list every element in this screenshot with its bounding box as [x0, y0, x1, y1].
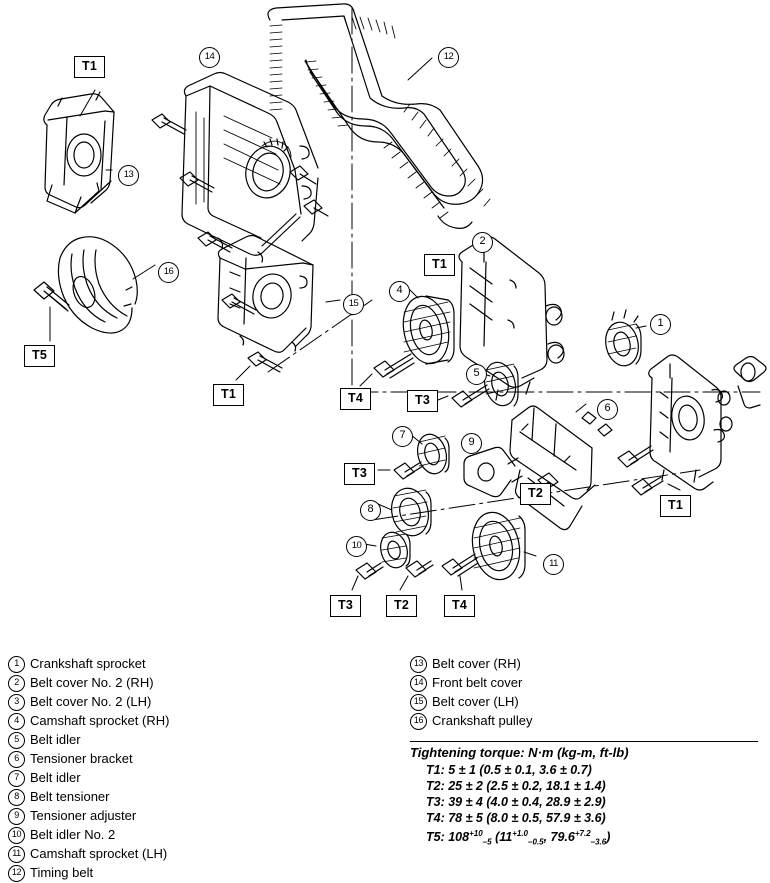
t5-suffix: )	[606, 830, 611, 845]
list-item	[410, 655, 765, 674]
t5-sup3: +7.2	[574, 829, 591, 838]
legend-label: Timing belt	[30, 865, 94, 880]
legend-label: Belt cover (RH)	[432, 656, 521, 671]
part-bubble-12: 12	[438, 47, 459, 68]
list-item	[8, 655, 408, 674]
legend-label: Belt idler	[30, 732, 81, 747]
legend-bubble: 7	[8, 769, 30, 787]
legend-bubble: 8	[8, 788, 30, 806]
list-item	[8, 788, 408, 807]
divider	[410, 741, 758, 742]
t5-mid2: , 79.6	[543, 830, 575, 845]
legend-bubble: 1	[8, 655, 30, 673]
parts-legend	[0, 655, 770, 880]
legend-bubble: 4	[8, 712, 30, 730]
legend-column-right	[410, 655, 765, 731]
legend-label: Camshaft sprocket (LH)	[30, 846, 168, 861]
legend-label: Tensioner bracket	[30, 751, 133, 766]
legend-bubble: 16	[410, 712, 432, 730]
part-bubble-7: 7	[392, 426, 413, 447]
legend-label: Belt tensioner	[30, 789, 110, 804]
bolt-t1-cover3	[632, 477, 680, 495]
part-bubble-4: 4	[389, 281, 410, 302]
list-item	[8, 864, 408, 883]
part-bubble-13: 13	[118, 165, 139, 186]
t5-sub1: –5	[482, 837, 492, 847]
part-11-camshaft-sprocket-lh	[466, 508, 525, 584]
torque-line-t5	[410, 826, 760, 851]
part-bubble-14: 14	[199, 47, 220, 68]
t5-sub3: –3.6	[590, 837, 607, 847]
bolt-t3-idler5	[438, 385, 489, 407]
part-bubble-9: 9	[461, 433, 482, 454]
part-12-timing-belt	[268, 4, 490, 229]
t5-sub2: –0.5	[528, 837, 544, 847]
part-bubble-6: 6	[597, 399, 618, 420]
torque-callout-t2-b: T2	[386, 595, 417, 617]
list-item	[8, 807, 408, 826]
legend-bubble: 9	[8, 807, 30, 825]
t5-sup1: +10	[469, 829, 483, 838]
legend-label: Belt cover (LH)	[432, 694, 519, 709]
part-3-belt-cover-no2-lh	[649, 355, 725, 490]
torque-callout-t1-a: T1	[74, 56, 105, 78]
torque-callout-t1-b: T1	[213, 384, 244, 406]
bolt-group-bottom	[352, 554, 478, 590]
torque-callout-t1-c: T1	[424, 254, 455, 276]
part-1-crankshaft-sprocket	[602, 310, 642, 369]
part-bubble-15: 15	[343, 294, 364, 315]
legend-label: Front belt cover	[432, 675, 523, 690]
list-item	[8, 731, 408, 750]
legend-label: Crankshaft sprocket	[30, 656, 146, 671]
legend-bubble: 14	[410, 674, 432, 692]
list-item	[8, 693, 408, 712]
part-7-belt-idler	[414, 431, 451, 477]
part-bubble-2: 2	[472, 232, 493, 253]
legend-bubble: 6	[8, 750, 30, 768]
torque-line-t3: T3: 39 ± 4 (4.0 ± 0.4, 28.9 ± 2.9)	[426, 795, 606, 809]
part-13-belt-cover-rh	[44, 92, 114, 213]
part-10-belt-idler-no2	[377, 529, 411, 570]
legend-label: Belt cover No. 2 (LH)	[30, 694, 152, 709]
bolt-t3-right	[618, 446, 653, 467]
list-item	[8, 826, 408, 845]
part-5-belt-idler	[480, 359, 520, 409]
torque-line-t4: T4: 78 ± 5 (8.0 ± 0.5, 57.9 ± 3.6)	[426, 811, 606, 825]
t5-sup2: +1.0	[512, 829, 528, 838]
torque-callout-t2-a: T2	[520, 483, 551, 505]
legend-bubble: 2	[8, 674, 30, 692]
list-item	[8, 674, 408, 693]
torque-callout-t1-d: T1	[660, 495, 691, 517]
t5-mid: (11	[495, 830, 513, 845]
part-bubble-16: 16	[158, 262, 179, 283]
washer-group-right	[718, 357, 766, 432]
legend-column-left	[8, 655, 408, 883]
list-item	[8, 769, 408, 788]
legend-bubble: 5	[8, 731, 30, 749]
torque-callout-t3-a: T3	[407, 390, 438, 412]
torque-callout-t4-a: T4	[340, 388, 371, 410]
list-item	[410, 693, 765, 712]
part-6-tensioner-bracket	[510, 406, 612, 530]
part-bubble-11: 11	[543, 554, 564, 575]
list-item	[8, 750, 408, 769]
legend-label: Belt cover No. 2 (RH)	[30, 675, 154, 690]
legend-bubble: 15	[410, 693, 432, 711]
part-9-tensioner-adjuster	[464, 447, 522, 496]
list-item	[410, 712, 765, 731]
list-item	[8, 712, 408, 731]
t5-prefix: T5: 108	[426, 830, 470, 845]
bolt-t4-camshaft	[360, 354, 414, 386]
legend-label: Camshaft sprocket (RH)	[30, 713, 170, 728]
legend-bubble: 13	[410, 655, 432, 673]
bolt-group-front-cover	[152, 114, 328, 372]
part-16-crankshaft-pulley	[58, 237, 137, 333]
torque-line-t1: T1: 5 ± 1 (0.5 ± 0.1, 3.6 ± 0.7)	[426, 763, 592, 777]
part-bubble-5: 5	[466, 364, 487, 385]
legend-label: Crankshaft pulley	[432, 713, 533, 728]
torque-callout-t5-a: T5	[24, 345, 55, 367]
part-bubble-8: 8	[360, 500, 381, 521]
bolt-t3-idler7	[378, 462, 423, 479]
legend-label: Belt idler No. 2	[30, 827, 116, 842]
torque-line-t2: T2: 25 ± 2 (2.5 ± 0.2, 18.1 ± 1.4)	[426, 779, 606, 793]
torque-title: Tightening torque: N·m (kg-m, ft-lb)	[410, 745, 629, 760]
part-bubble-1: 1	[650, 314, 671, 335]
list-item	[410, 674, 765, 693]
tightening-torque-block	[410, 741, 760, 851]
torque-callout-t3-c: T3	[330, 595, 361, 617]
part-bubble-10: 10	[346, 536, 367, 557]
torque-callout-t4-b: T4	[444, 595, 475, 617]
list-item	[8, 845, 408, 864]
torque-callout-t3-b: T3	[344, 463, 375, 485]
legend-label: Tensioner adjuster	[30, 808, 137, 823]
legend-bubble: 3	[8, 693, 30, 711]
legend-bubble: 12	[8, 864, 30, 882]
legend-label: Belt idler	[30, 770, 81, 785]
legend-bubble: 11	[8, 845, 30, 863]
legend-bubble: 10	[8, 826, 30, 844]
